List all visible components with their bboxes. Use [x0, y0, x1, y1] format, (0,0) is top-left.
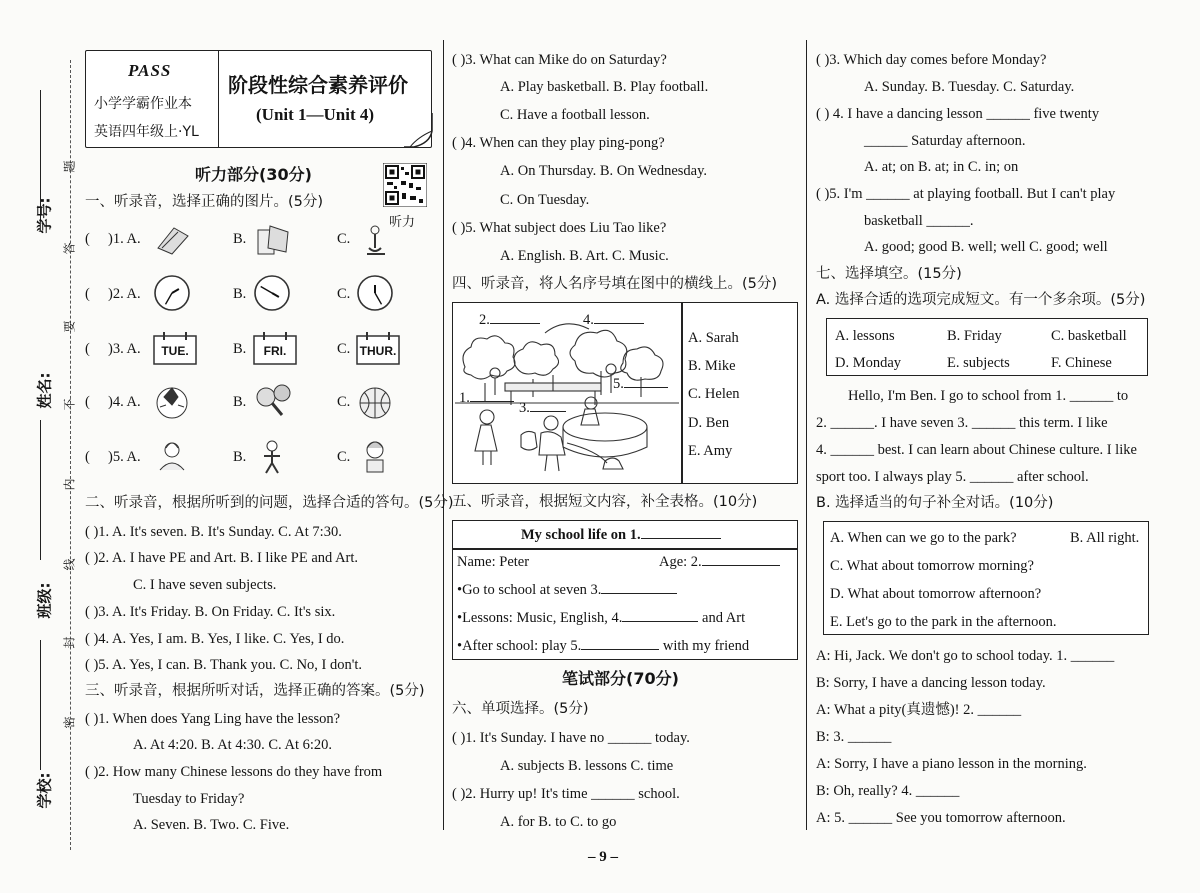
s2-q2-c: C. I have seven subjects.: [133, 577, 277, 593]
s1-question-num: )5. A.: [108, 449, 141, 465]
s5-age: Age: 2.: [659, 553, 780, 571]
s6-q5: ( )5. I'm ______ at playing football. But I can't play: [816, 186, 1116, 202]
clock-icon[interactable]: [152, 273, 192, 313]
s7a-option: F. Chinese: [1051, 355, 1112, 371]
school-line: [40, 640, 41, 770]
school-label: 学校:: [35, 772, 54, 809]
qr-label: 听力: [389, 215, 416, 230]
s3-q1-options: A. At 4:20. B. At 4:30. C. At 6:20.: [133, 737, 332, 753]
s5-row-1: •Go to school at seven 3.: [457, 581, 677, 599]
series-name: 小学学霸作业本: [94, 96, 192, 112]
s5-table: [452, 520, 798, 660]
s7a-option: E. subjects: [947, 355, 1010, 371]
s6-q1-options: A. subjects B. lessons C. time: [500, 758, 674, 774]
s4-label-4: 4.: [583, 311, 644, 329]
s1-option-b: B.: [233, 231, 247, 247]
s1-option-c: C.: [337, 394, 351, 410]
s6-q4: ( ) 4. I have a dancing lesson ______ five twenty: [816, 106, 1100, 122]
brand-logo: PASS: [128, 61, 172, 80]
s3-q3-options: A. Play basketball. B. Play football.: [500, 79, 709, 95]
seal-char: 内: [62, 478, 77, 491]
s1-option-c: C.: [337, 286, 351, 302]
s3-q4-options-2: C. On Tuesday.: [500, 192, 590, 208]
s4-name: E. Amy: [688, 443, 733, 459]
s1-paren: (: [85, 231, 90, 247]
s7b-dialog-line: B: Sorry, I have a dancing lesson today.: [816, 675, 1046, 691]
s1-paren: (: [85, 394, 90, 410]
s6-title: 六、单项选择。(5分): [452, 701, 589, 717]
s3-q2: ( )2. How many Chinese lessons do they have from: [85, 764, 383, 780]
s4-label-2: 2.: [479, 311, 540, 329]
s7a-passage-line: Hello, I'm Ben. I go to school from 1. ______ to: [848, 388, 1129, 404]
units-range: (Unit 1—Unit 4): [256, 105, 375, 124]
s4-figure-box: [452, 302, 798, 484]
s1-option-c: C.: [337, 449, 351, 465]
s4-label-5: 5.: [613, 375, 668, 393]
s3-q3: ( )3. What can Mike do on Saturday?: [452, 52, 667, 68]
s7a-passage-line: 2. ______. I have seven 3. ______ this term. I like: [816, 415, 1108, 431]
s2-title: 二、听录音，根据所听到的问题，选择合适的答句。(5分): [85, 495, 454, 511]
s7b-title: B. 选择适当的句子补全对话。(10分): [816, 495, 1054, 511]
s1-option-b: B.: [233, 449, 247, 465]
microscope-icon[interactable]: [355, 218, 395, 258]
seal-char: 密: [62, 716, 77, 729]
s7-title: 七、选择填空。(15分): [816, 266, 962, 282]
s5-title: 五、听录音，根据短文内容，补全表格。(10分): [452, 494, 758, 510]
s1-paren: (: [85, 286, 90, 302]
s4-label-1: 1.: [459, 389, 514, 407]
s7b-dialog-line: B: Oh, really? 4. ______: [816, 783, 960, 799]
s4-name: D. Ben: [688, 415, 730, 431]
s6-q4-options: A. at; on B. at; in C. in; on: [864, 159, 1019, 175]
s4-name: C. Helen: [688, 386, 740, 402]
s7b-option: C. What about tomorrow morning?: [830, 558, 1034, 574]
seal-char: 答: [62, 242, 77, 255]
basketball-icon[interactable]: [355, 381, 395, 421]
s1-option-c: C.: [337, 231, 351, 247]
calendar-day-label: TUE.: [161, 344, 189, 358]
calendar-icon[interactable]: [252, 328, 298, 368]
s7a-title: A. 选择合适的选项完成短文。有一个多余项。(5分): [816, 292, 1146, 308]
singer-icon[interactable]: [355, 436, 395, 476]
s3-q5-options: A. English. B. Art. C. Music.: [500, 248, 669, 264]
ping-pong-icon[interactable]: [252, 381, 292, 421]
header-box: [85, 50, 432, 148]
s4-title: 四、听录音，将人名序号填在图中的横线上。(5分): [452, 276, 778, 292]
seal-dashed-line: [70, 60, 71, 850]
class-label: 班级:: [35, 582, 54, 619]
page-number: – 9 –: [588, 849, 618, 865]
s6-q3: ( )3. Which day comes before Monday?: [816, 52, 1047, 68]
s1-question-num: )2. A.: [108, 286, 141, 302]
s6-q2: ( )2. Hurry up! It's time ______ school.: [452, 786, 680, 802]
s3-q2-options: A. Seven. B. Two. C. Five.: [133, 817, 290, 833]
s3-q3-options-2: C. Have a football lesson.: [500, 107, 650, 123]
id-label: 学号:: [35, 197, 54, 234]
s7a-option: D. Monday: [835, 355, 902, 371]
page-title: 阶段性综合素养评价: [228, 73, 408, 97]
s6-q4-cont: ______ Saturday afternoon.: [864, 133, 1026, 149]
s7b-options-box: [823, 521, 1149, 635]
s5-name: Name: Peter: [457, 554, 530, 570]
drawing-tools-icon[interactable]: [252, 218, 292, 258]
s6-q3-options: A. Sunday. B. Tuesday. C. Saturday.: [864, 79, 1075, 95]
s1-question-num: )1. A.: [108, 231, 141, 247]
column-divider: [806, 40, 807, 830]
s1-option-b: B.: [233, 286, 247, 302]
seal-char: 要: [62, 320, 77, 333]
s7b-option: A. When can we go to the park?: [830, 530, 1017, 546]
s1-option-c: C.: [337, 341, 351, 357]
name-line: [40, 460, 41, 560]
s7a-passage-line: sport too. I always play 5. ______ after school.: [816, 469, 1089, 485]
clock-icon[interactable]: [355, 273, 395, 313]
s1-option-b: B.: [233, 394, 247, 410]
dancer-icon[interactable]: [252, 436, 292, 476]
s7b-dialog-line: A: What a pity(真遗憾)! 2. ______: [816, 702, 1022, 718]
s2-q4: ( )4. A. Yes, I am. B. Yes, I like. C. Yes, I do.: [85, 631, 345, 647]
s1-question-num: )4. A.: [108, 394, 141, 410]
seal-char: 题: [62, 160, 77, 173]
s1-question-num: )3. A.: [108, 341, 141, 357]
page-curl-icon: [404, 113, 434, 149]
s3-q4: ( )4. When can they play ping-pong?: [452, 135, 665, 151]
s1-title: 一、听录音，选择正确的图片。(5分): [85, 194, 324, 210]
s7b-option: D. What about tomorrow afternoon?: [830, 586, 1042, 602]
calendar-day-label: FRI.: [263, 344, 287, 358]
s6-q2-options: A. for B. to C. to go: [500, 814, 617, 830]
s5-row-2: •Lessons: Music, English, 4. and Art: [457, 610, 746, 626]
s5-table-head: My school life on 1.: [521, 526, 721, 544]
s7a-options-box: [826, 318, 1148, 376]
s4-label-3: 3.: [519, 399, 566, 417]
s3-title: 三、听录音，根据所听对话，选择正确的答案。(5分): [85, 683, 425, 699]
qr-code-icon[interactable]: [383, 163, 427, 207]
football-icon[interactable]: [152, 381, 192, 421]
s7b-dialog-line: A: Sorry, I have a piano lesson in the morning.: [816, 756, 1087, 772]
book-name: 英语四年级上·YL: [94, 124, 199, 140]
s2-q3: ( )3. A. It's Friday. B. On Friday. C. It's six.: [85, 604, 336, 620]
s4-name: B. Mike: [688, 358, 736, 374]
s3-q4-options: A. On Thursday. B. On Wednesday.: [500, 163, 708, 179]
calendar-icon[interactable]: [152, 328, 198, 368]
s3-q5: ( )5. What subject does Liu Tao like?: [452, 220, 667, 236]
calendar-day-label: THUR.: [359, 344, 397, 358]
s7a-option: B. Friday: [947, 328, 1002, 344]
name-label: 姓名:: [35, 372, 54, 409]
s6-q5-options: A. good; good B. well; well C. good; well: [864, 239, 1108, 255]
s7a-passage-line: 4. ______ best. I can learn about Chinese culture. I like: [816, 442, 1137, 458]
column-divider: [443, 40, 444, 830]
ruler-book-icon[interactable]: [152, 218, 192, 258]
s2-q1: ( )1. A. It's seven. B. It's Sunday. C. At 7:30.: [85, 524, 342, 540]
s7b-option: E. Let's go to the park in the afternoon.: [830, 614, 1057, 630]
seal-char: 封: [62, 636, 77, 649]
s2-q5: ( )5. A. Yes, I can. B. Thank you. C. No, I don't.: [85, 657, 363, 673]
s7a-option: C. basketball: [1051, 328, 1127, 344]
binding-strip: [0, 0, 80, 893]
s3-q1: ( )1. When does Yang Ling have the lesson?: [85, 711, 341, 727]
s7a-option: A. lessons: [835, 328, 895, 344]
s4-name: A. Sarah: [688, 330, 739, 346]
s5-row-3: •After school: play 5. with my friend: [457, 638, 750, 654]
seal-char: 不: [62, 398, 77, 411]
s3-q2-cont: Tuesday to Friday?: [133, 791, 245, 807]
s7b-option: B. All right.: [1070, 530, 1140, 546]
written-title: 笔试部分(70分): [562, 669, 679, 688]
s7b-dialog-line: A: Hi, Jack. We don't go to school today. 1. ______: [816, 648, 1115, 664]
calendar-icon[interactable]: [355, 328, 401, 368]
s2-q2: ( )2. A. I have PE and Art. B. I like PE and Art.: [85, 550, 359, 566]
clock-icon[interactable]: [252, 273, 292, 313]
s1-paren: (: [85, 341, 90, 357]
s6-q5-cont: basketball ______.: [864, 213, 974, 229]
listening-title: 听力部分(30分): [195, 165, 312, 184]
seal-char: 线: [62, 558, 77, 571]
s6-q1: ( )1. It's Sunday. I have no ______ today.: [452, 730, 690, 746]
s1-paren: (: [85, 449, 90, 465]
s7b-dialog-line: A: 5. ______ See you tomorrow afternoon.: [816, 810, 1066, 826]
s1-option-b: B.: [233, 341, 247, 357]
s7b-dialog-line: B: 3. ______: [816, 729, 892, 745]
girl-icon[interactable]: [152, 436, 192, 476]
